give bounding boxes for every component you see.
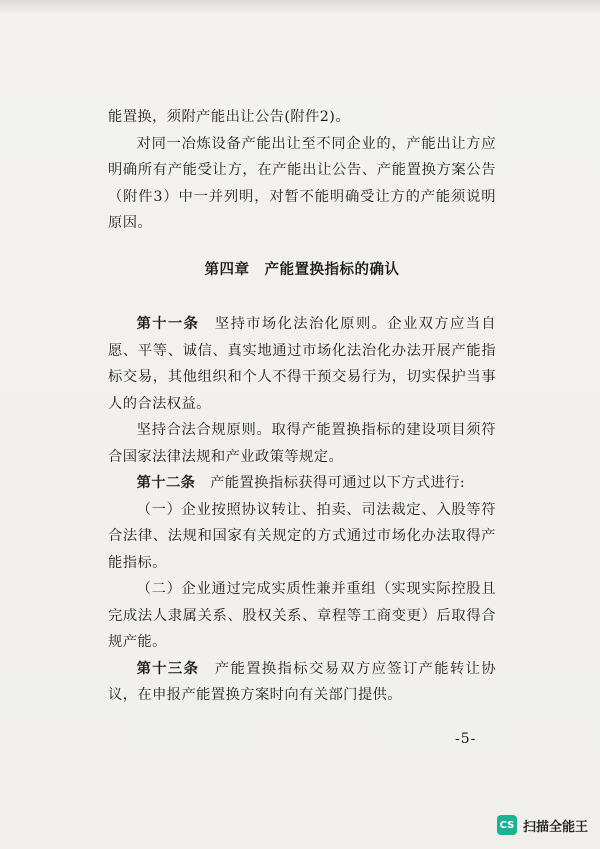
article-12-text: 产能置换指标获得可通过以下方式进行: [195,475,466,491]
article-12-item-1: （一）企业按照协议转让、拍卖、司法裁定、入股等符合法律、法规和国家有关规定的方式通过市场化办法取得产能指标。 [108,501,496,571]
article-11 [108,311,496,417]
chapter-heading: 第四章 产能置换指标的确认 [204,262,400,278]
article-12-label: 第十二条 [136,475,196,491]
article-11-text: 坚持市场化法治化原则。企业双方应当自愿、平等、诚信、真实地通过市场化法治化办法开展产能指标交易，其他组织和个人不得干预交易行为，切实保护当事人的合法权益。 [108,316,496,412]
scan-edge-shadow [0,0,600,14]
articles-block [108,311,496,709]
camscanner-logo-icon: CS [497,815,517,835]
article-11-para-2: 坚持合法合规原则。取得产能置换指标的建设项目须符合国家法律法规和产业政策等规定。 [108,422,496,465]
article-12 [108,470,496,497]
page-number: -5- [455,731,477,747]
top-text-block [108,104,496,237]
article-12-item-2: （二）企业通过完成实质性兼并重组（实现实际控股且完成法人隶属关系、股权关系、章程等工商变更）后取得合规产能。 [108,581,496,650]
paragraph-continuation: 能置换，须附产能出让公告(附件2)。 [108,109,350,125]
article-13 [108,656,496,709]
paragraph-allocation: 对同一冶炼设备产能出让至不同企业的，产能出让方应明确所有产能受让方，在产能出让公告、产能置换方案公告（附件3）中一并列明，对暂不能明确受让方的产能须说明原因。 [108,135,496,231]
watermark-app-name: 扫描全能王 [522,819,588,835]
article-13-label: 第十三条 [136,660,200,677]
article-11-label: 第十一条 [136,316,200,332]
scanner-watermark [497,815,588,835]
article-13-text: 产能置换指标交易双方应签订产能转让协议，在申报产能置换方案时向有关部门提供。 [108,660,496,703]
